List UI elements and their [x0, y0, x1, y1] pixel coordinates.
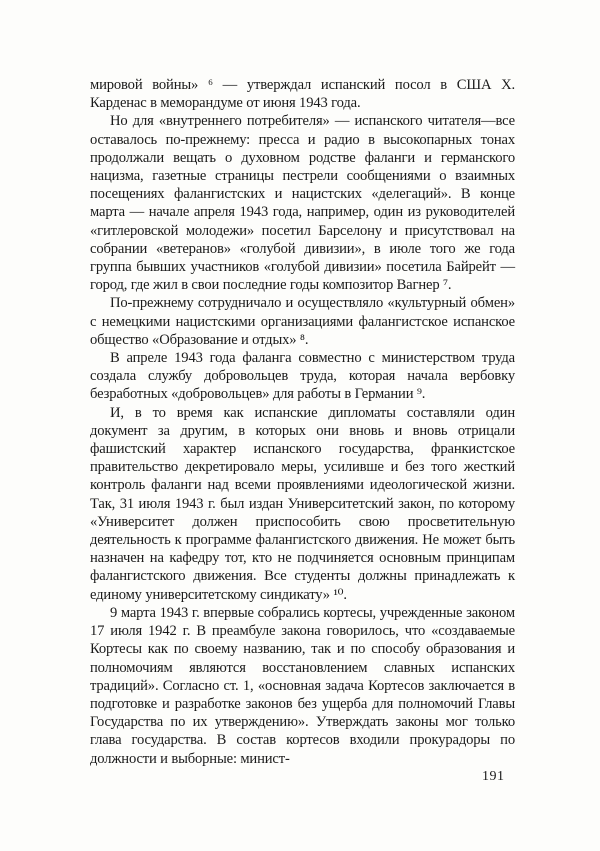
paragraph-1: мировой войны» ⁶ — утверждал испанский посол в США Х. Карденас в меморандуме от июня 1943 года.: [90, 77, 515, 112]
paragraph-4: В апреле 1943 года фаланга совместно с министерством труда создала службу добровольцев труда, которая начала вербовку безработных «добровольцев» для работы в Германии ⁹.: [90, 350, 515, 403]
paragraph-2: Но для «внутреннего потребителя» — испанского читателя—все оставалось по-прежнему: пресса и радио в высокопарных тонах продолжали вещать о духовном родстве фаланги и германского нацизма, газетные страницы пестрели сообщениями о взаимных посещениях фалангистских и нацистских «делегаций». В конце марта — начале апреля 1943 года, например, один из руководителей «гитлеровской молодежи» посетил Барселону и присутствовал на собрании «ветеранов» «голубой дивизии», в июле того же года группа бывших участников «голубой дивизии» посетила Байрейт — город, где жил в свои последние годы композитор Вагнер ⁷.: [90, 113, 515, 294]
paragraph-5: И, в то время как испанские дипломаты составляли один документ за другим, в которых они вновь и вновь отрицали фашистский характер испанского государства, франкистское правительство декретировало меры, усиливше и без того жесткий контроль фаланги над всеми проявлениями идеологической жизни. Так, 31 июля 1943 г. был издан Университетский закон, по которому «Университет должен приспособить свою просветительную деятельность к программе фалангистского движения. Не может быть назначен на кафедру тот, кто не подчиняется основным принципам фалангистского движения. Все студенты должны принадлежать к единому университетскому синдикату» ¹⁰.: [90, 404, 515, 603]
page-number: 191: [482, 769, 505, 784]
paragraph-3: По-прежнему сотрудничало и осуществляло «культурный обмен» с немецкими нацистскими организациями фалангистское испанское общество «Образование и отдых» ⁸.: [90, 295, 515, 348]
body-text: [90, 76, 515, 768]
paragraph-6: 9 марта 1943 г. впервые собрались кортесы, учрежденные законом 17 июля 1942 г. В преамбуле закона говорилось, что «создаваемые Кортесы как по своему названию, так и по способу образования и полномочиям являются восстановлением славных испанских традиций». Согласно ст. 1, «основная задача Кортесов заключается в подготовке и разработке законов без ущерба для полномочий Главы Государства по их утверждению». Утверждать законы мог только глава государства. В состав кортесов входили прокурадоры по должности и выборные: минист-: [90, 604, 515, 767]
